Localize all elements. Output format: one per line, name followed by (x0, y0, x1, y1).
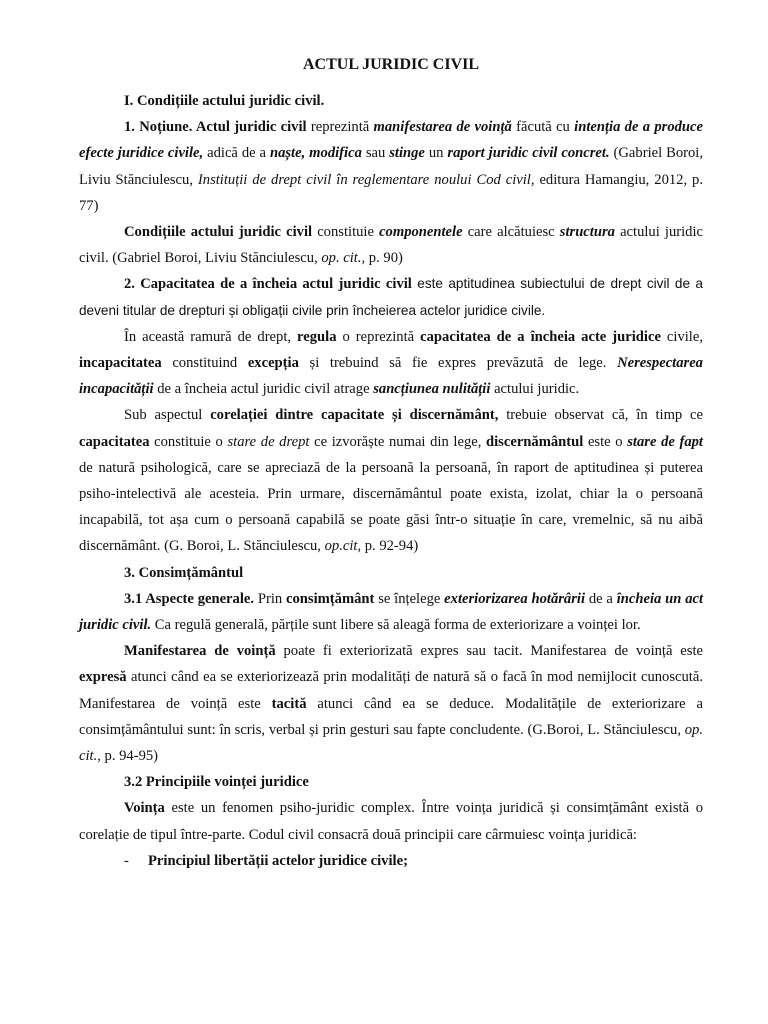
document-title: ACTUL JURIDIC CIVIL (302, 56, 480, 73)
paragraph-capacity-discernment: Sub aspectul corelației dintre capacitate și discernământ, trebuie observat că, în timp ce capacitatea constituie o stare de drept ce izvorăște numai din lege, discernământul este o stare de fapt de natură psihologică, care se apreciază de la persoană la persoană, în raport de aptitudinea și puterea psiho-intelectivă ale acesteia. Prin urmare, discernământul poate exista, izolat, chiar la o persoană incapabilă, tot așa cum o persoană capabilă se poate găsi într-o situație în care, vremelnic, să nu aibă discernământ. (G. Boroi, L. Stănciulescu, op.cit, p. 92-94) (79, 407, 704, 555)
section-heading-conditions: I. Condițiile actului juridic civil. (124, 93, 325, 109)
paragraph-will: Voința este un fenomen psiho-juridic complex. Între voința juridică și consimțământ există o corelație de tipul între-parte. Codul civil consacră două principii care cârmuiesc voința juridică: (79, 800, 703, 843)
list-item-text: Principiul libertății actelor juridice civile; (148, 852, 408, 869)
list-item (124, 848, 703, 874)
paragraph-capacity: 2. Capacitatea de a încheia actul juridic civil este aptitudinea subiectului de drept civil de a deveni titular de drepturi și obligații civile prin încheierea actelor juridice civile. (79, 276, 703, 318)
section-heading-principles: 3.2 Principiile voinței juridice (124, 774, 309, 791)
section-heading-consent: 3. Consimțământul (124, 564, 244, 581)
paragraph-will-manifestation: Manifestarea de voință poate fi exteriorizată expres sau tacit. Manifestarea de voință este expresă atunci când ea se exteriorizează prin modalități de natură să o facă în mod nemijlocit cunoscută. Manifestarea de voință este tacită atunci când ea se deduce. Modalitățile de exteriorizare a consimțământului sunt: în scris, verbal și prin gesturi sau fapte concludente. (G.Boroi, L. Stănciulescu, op. cit., p. 94-95) (79, 643, 704, 765)
list-bullet: - (124, 852, 129, 869)
paragraph-notion: 1. Noțiune. Actul juridic civil reprezintă manifestarea de voință făcută cu intenția de a produce efecte juridice civile, adică de a naște, modifica sau stinge un raport juridic civil concret. (Gabriel Boroi, Liviu Stănciulescu, Instituții de drept civil în reglementare noului Cod civil, editura Hamangiu, 2012, p. 77) (79, 119, 703, 214)
paragraph-general-aspects: 3.1 Aspecte generale. Prin consimțământ se înțelege exteriorizarea hotărârii de a încheia un act juridic civil. Ca regulă generală, părțile sunt libere să aleagă forma de exteriorizare a voinței lor. (79, 590, 704, 634)
paragraph-conditions-definition: Condițiile actului juridic civil constituie componentele care alcătuiesc structura actului juridic civil. (Gabriel Boroi, Liviu Stănciulescu, op. cit., p. 90) (79, 224, 703, 267)
paragraph-rule-exception: În această ramură de drept, regula o reprezintă capacitatea de a încheia acte juridice civile, incapacitatea constituind excepția și trebuind să fie expres prevăzută de lege. Nerespectarea incapacității de a încheia actul juridic civil atrage sancțiunea nulității actului juridic. (79, 328, 703, 398)
document-page (79, 48, 703, 874)
